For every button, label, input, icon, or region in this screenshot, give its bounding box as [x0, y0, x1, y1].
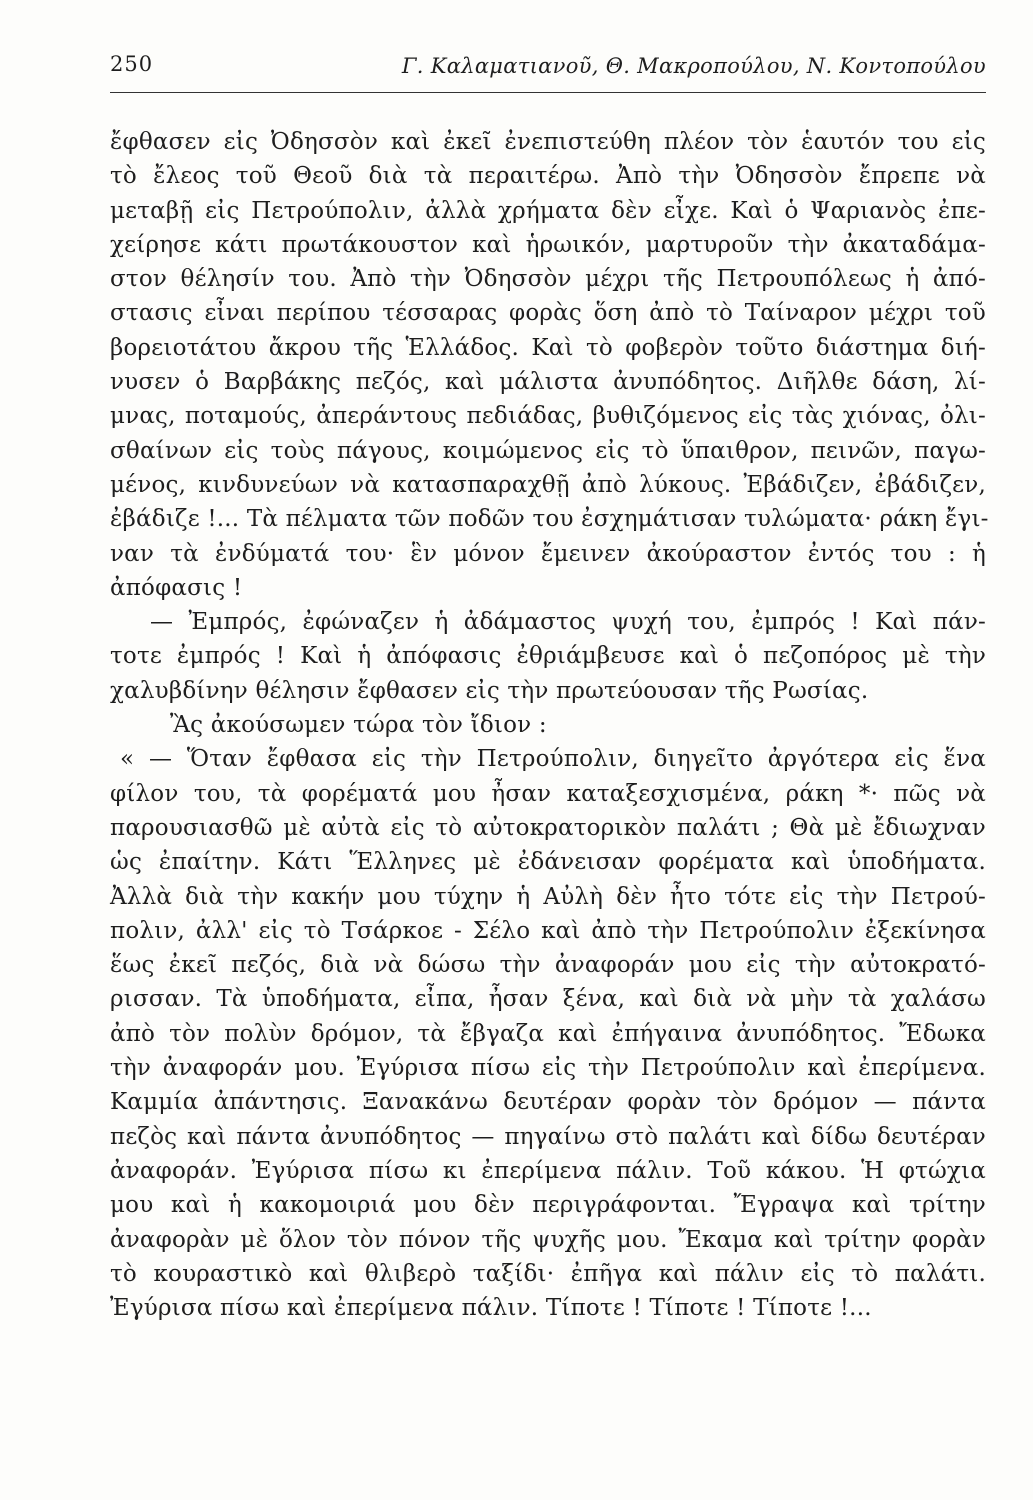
text-line: στασις εἶναι περίπου τέσσαρας φορὰς ὅση ἀπὸ τὸ Ταίναρον μέχρι τοῦ: [110, 300, 986, 327]
text-line: στον θέλησίν του. Ἀπὸ τὴν Ὀδησσὸν μέχρι τῆς Πετρουπόλεως ἡ ἀπό-: [110, 266, 986, 293]
text-line: « — Ὅταν ἔφθασα εἰς τὴν Πετρούπολιν, διηγεῖτο ἀργότερα εἰς ἕνα: [120, 746, 986, 773]
text-line: ἀναφοράν. Ἐγύρισα πίσω κι ἐπερίμενα πάλιν. Τοῦ κάκου. Ἡ φτώχια: [110, 1157, 986, 1184]
text-line: μένος, κινδυνεύων νὰ κατασπαραχθῇ ἀπὸ λύκους. Ἐβάδιζεν, ἐβάδιζεν,: [110, 471, 986, 498]
text-line: Ἀλλὰ διὰ τὴν κακήν μου τύχην ἡ Αὐλὴ δὲν ἦτο τότε εἰς τὴν Πετρού-: [110, 883, 986, 910]
text-line: φίλον του, τὰ φορέματά μου ἦσαν καταξεσχισμένα, ράκη *· πῶς νὰ: [110, 780, 986, 807]
running-head: Γ. Καλαματιανοῦ, Θ. Μακροπούλου, Ν. Κοντοπούλου: [401, 54, 986, 78]
text-line: τὸ ἔλεος τοῦ Θεοῦ διὰ τὰ περαιτέρω. Ἀπὸ τὴν Ὀδησσὸν ἔπρεπε νὰ: [110, 163, 986, 190]
text-line: ἕως ἐκεῖ πεζός, διὰ νὰ δώσω τὴν ἀναφοράν μου εἰς τὴν αὐτοκρατό-: [110, 952, 986, 979]
text-line: ρισσαν. Τὰ ὑποδήματα, εἶπα, ἦσαν ξένα, καὶ διὰ νὰ μὴν τὰ χαλάσω: [110, 986, 986, 1013]
text-line: ναν τὰ ἐνδύματά του· ἓν μόνον ἔμεινεν ἀκούραστον ἐντός του : ἡ: [110, 540, 986, 567]
text-line: τοτε ἐμπρός ! Καὶ ἡ ἀπόφασις ἐθριάμβευσε καὶ ὁ πεζοπόρος μὲ τὴν: [110, 643, 986, 670]
text-line: μνας, ποταμούς, ἀπεράντους πεδιάδας, βυθιζόμενος εἰς τὰς χιόνας, ὀλι-: [110, 403, 986, 430]
text-line: ἀπὸ τὸν πολὺν δρόμον, τὰ ἔβγαζα καὶ ἐπήγαινα ἀνυπόδητος. Ἔδωκα: [110, 1020, 986, 1047]
text-line: Ἂς ἀκούσωμεν τώρα τὸν ἴδιον :: [170, 712, 547, 739]
text-line: μου καὶ ἡ κακομοιριά μου δὲν περιγράφονται. Ἔγραψα καὶ τρίτην: [110, 1192, 986, 1219]
text-line: χείρησε κάτι πρωτάκουστον καὶ ἡρωικόν, μαρτυροῦν τὴν ἀκαταδάμα-: [110, 231, 986, 258]
text-line: πολιν, ἀλλ' εἰς τὸ Τσάρκοε - Σέλο καὶ ἀπὸ τὴν Πετρούπολιν ἐξεκίνησα: [110, 917, 986, 944]
text-line: μεταβῇ εἰς Πετρούπολιν, ἀλλὰ χρήματα δὲν εἶχε. Καὶ ὁ Ψαριανὸς ἐπε-: [110, 197, 986, 224]
text-line: ἀπόφασις !: [110, 574, 243, 601]
text-line: σθαίνων εἰς τοὺς πάγους, κοιμώμενος εἰς τὸ ὕπαιθρον, πεινῶν, παγω-: [110, 437, 986, 464]
text-line: τὸ κουραστικὸ καὶ θλιβερὸ ταξίδι· ἐπῆγα καὶ πάλιν εἰς τὸ παλάτι.: [110, 1260, 986, 1287]
text-line: βορειοτάτου ἄκρου τῆς Ἑλλάδος. Καὶ τὸ φοβερὸν τοῦτο διάστημα διή-: [110, 334, 986, 361]
text-line: ἔφθασεν εἰς Ὀδησσὸν καὶ ἐκεῖ ἐνεπιστεύθη πλέον τὸν ἑαυτόν του εἰς: [110, 129, 986, 155]
text-line: τὴν ἀναφοράν μου. Ἐγύρισα πίσω εἰς τὴν Πετρούπολιν καὶ ἐπερίμενα.: [110, 1055, 986, 1082]
text-line: παρουσιασθῶ μὲ αὐτὰ εἰς τὸ αὐτοκρατορικὸν παλάτι ; Θὰ μὲ ἔδιωχναν: [110, 814, 986, 841]
text-line: Καμμία ἀπάντησις. Ξανακάνω δευτέραν φορὰν τὸν δρόμον — πάντα: [110, 1089, 986, 1116]
text-line: νυσεν ὁ Βαρβάκης πεζός, καὶ μάλιστα ἀνυπόδητος. Διῆλθε δάση, λί-: [110, 369, 986, 396]
page-header: [110, 52, 986, 93]
text-line: ἐβάδιζε !... Τὰ πέλματα τῶν ποδῶν του ἐσχημάτισαν τυλώματα· ράκη ἔγι-: [110, 506, 989, 533]
text-line: Ἐγύρισα πίσω καὶ ἐπερίμενα πάλιν. Τίποτε ! Τίποτε ! Τίποτε !...: [110, 1295, 872, 1322]
text-line: ὡς ἐπαίτην. Κάτι Ἕλληνες μὲ ἐδάνεισαν φορέματα καὶ ὑποδήματα.: [110, 849, 986, 876]
text-line: — Ἐμπρός, ἐφώναζεν ἡ ἀδάμαστος ψυχή του, ἐμπρός ! Καὶ πάν-: [150, 609, 986, 636]
text-line: χαλυβδίνην θέλησιν ἔφθασεν εἰς τὴν πρωτεύουσαν τῆς Ρωσίας.: [110, 677, 869, 704]
text-line: πεζὸς καὶ πάντα ἀνυπόδητος — πηγαίνω στὸ παλάτι καὶ δίδω δευτέραν: [110, 1123, 986, 1150]
text-line: ἀναφορὰν μὲ ὅλον τὸν πόνον τῆς ψυχῆς μου. Ἔκαμα καὶ τρίτην φορὰν: [110, 1226, 986, 1253]
page-number: 250: [110, 52, 154, 76]
body-text: [110, 125, 989, 1325]
